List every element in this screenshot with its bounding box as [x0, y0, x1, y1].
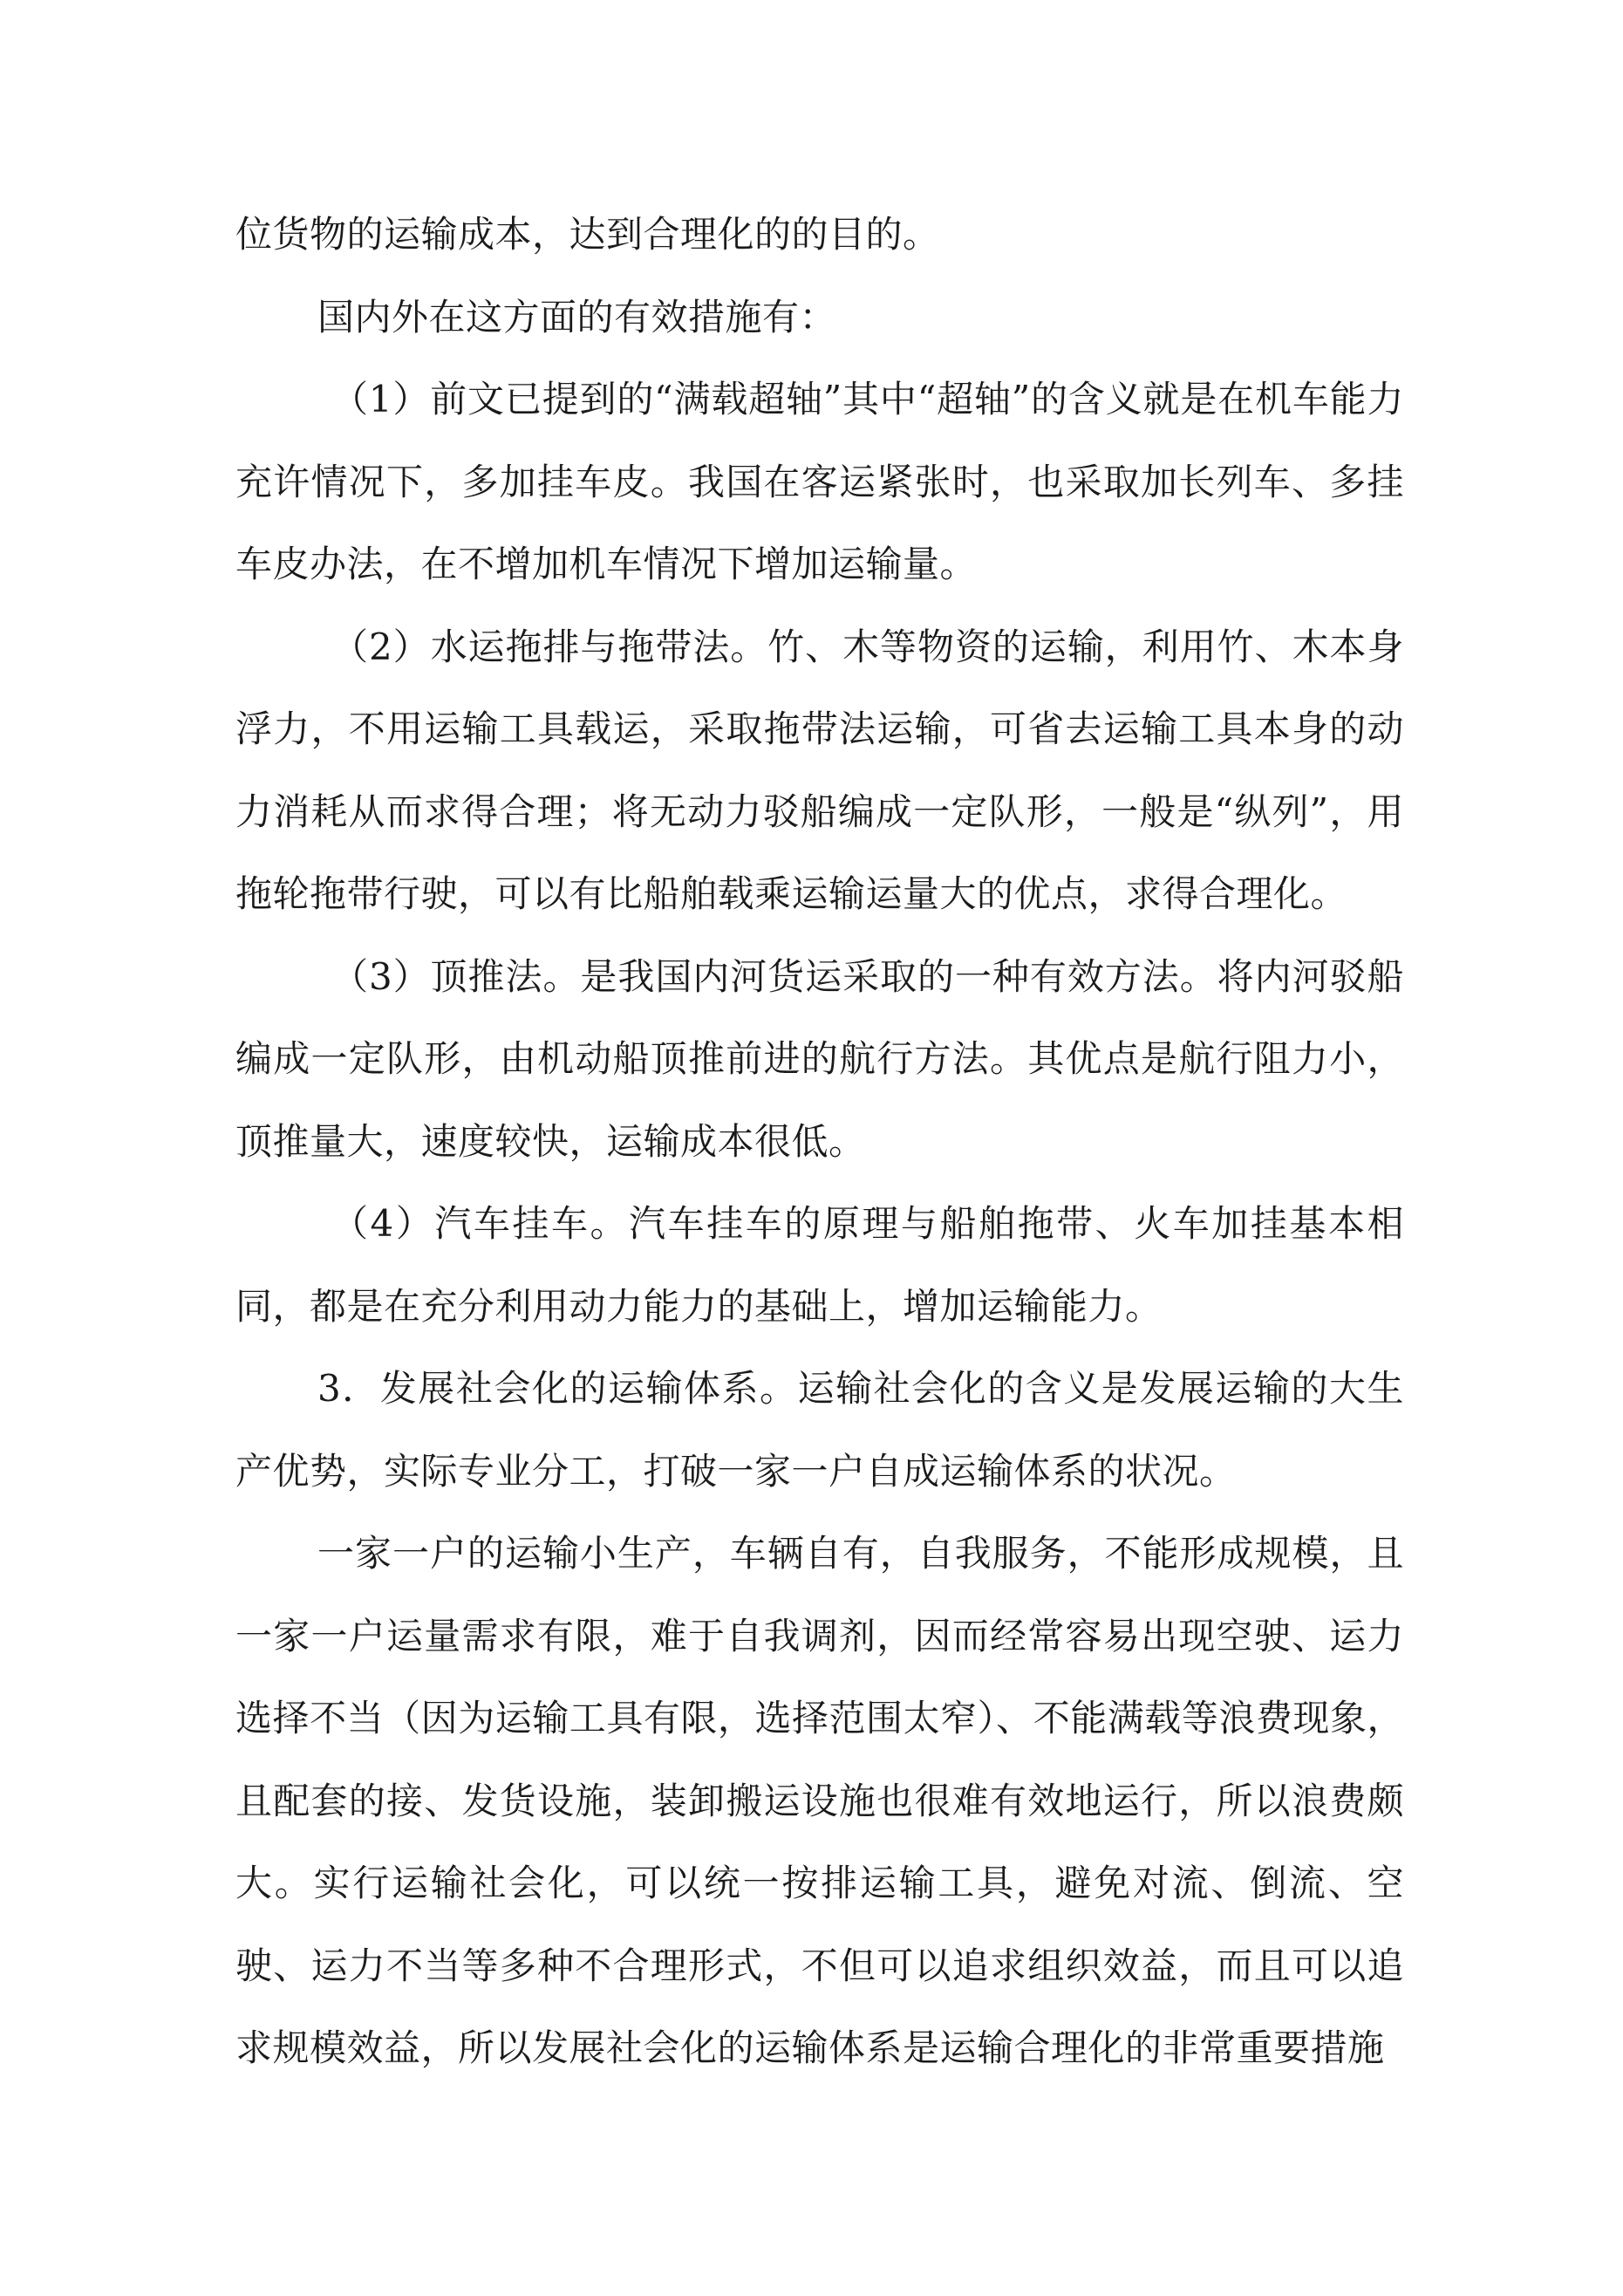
paragraph-measures-intro: 国内外在这方面的有效措施有：: [317, 295, 837, 338]
paragraph-item-3: （3）顶推法。是我国内河货运采取的一种有效方法。将内河驳船编成一定队形，由机动船顶推前进的航行方法。其优点是航行阻力小，顶推量大，速度较快，运输成本很低。: [235, 954, 1404, 1163]
document-body: [235, 194, 1404, 2090]
paragraph-continuation: 位货物的运输成本，达到合理化的的目的。: [235, 213, 940, 256]
paragraph-item-2: （2）水运拖排与拖带法。竹、木等物资的运输，利用竹、木本身浮力，不用运输工具载运，采取拖带法运输，可省去运输工具本身的动力消耗从而求得合理；将无动力驳船编成一定队形，一般是“纵列”，用拖轮拖带行驶，可以有比船舶载乘运输运量大的优点，求得合理化。: [235, 625, 1404, 915]
paragraph-small-production: 一家一户的运输小生产，车辆自有，自我服务，不能形成规模，且一家一户运量需求有限，难于自我调剂，因而经常容易出现空驶、运力选择不当（因为运输工具有限，选择范围太窄）、不能满载等浪费现象，且配套的接、发货设施，装卸搬运设施也很难有效地运行，所以浪费颇大。实行运输社会化，可以统一按排运输工具，避免对流、倒流、空驶、运力不当等多种不合理形式，不但可以追求组织效益，而且可以追求规模效益，所以发展社会化的运输体系是运输合理化的非常重要措施: [235, 1532, 1404, 2069]
paragraph-section-3: 3．发展社会化的运输体系。运输社会化的含义是发展运输的大生产优势，实际专业分工，打破一家一户自成运输体系的状况。: [235, 1367, 1404, 1493]
paragraph-item-4: （4）汽车挂车。汽车挂车的原理与船舶拖带、火车加挂基本相同，都是在充分利用动力能力的基础上，增加运输能力。: [235, 1202, 1404, 1328]
paragraph-item-1: （1）前文已提到的“满载超轴”其中“超轴”的含义就是在机车能力充许情况下，多加挂车皮。我国在客运紧张时，也采取加长列车、多挂车皮办法，在不增加机车情况下增加运输量。: [235, 378, 1404, 585]
